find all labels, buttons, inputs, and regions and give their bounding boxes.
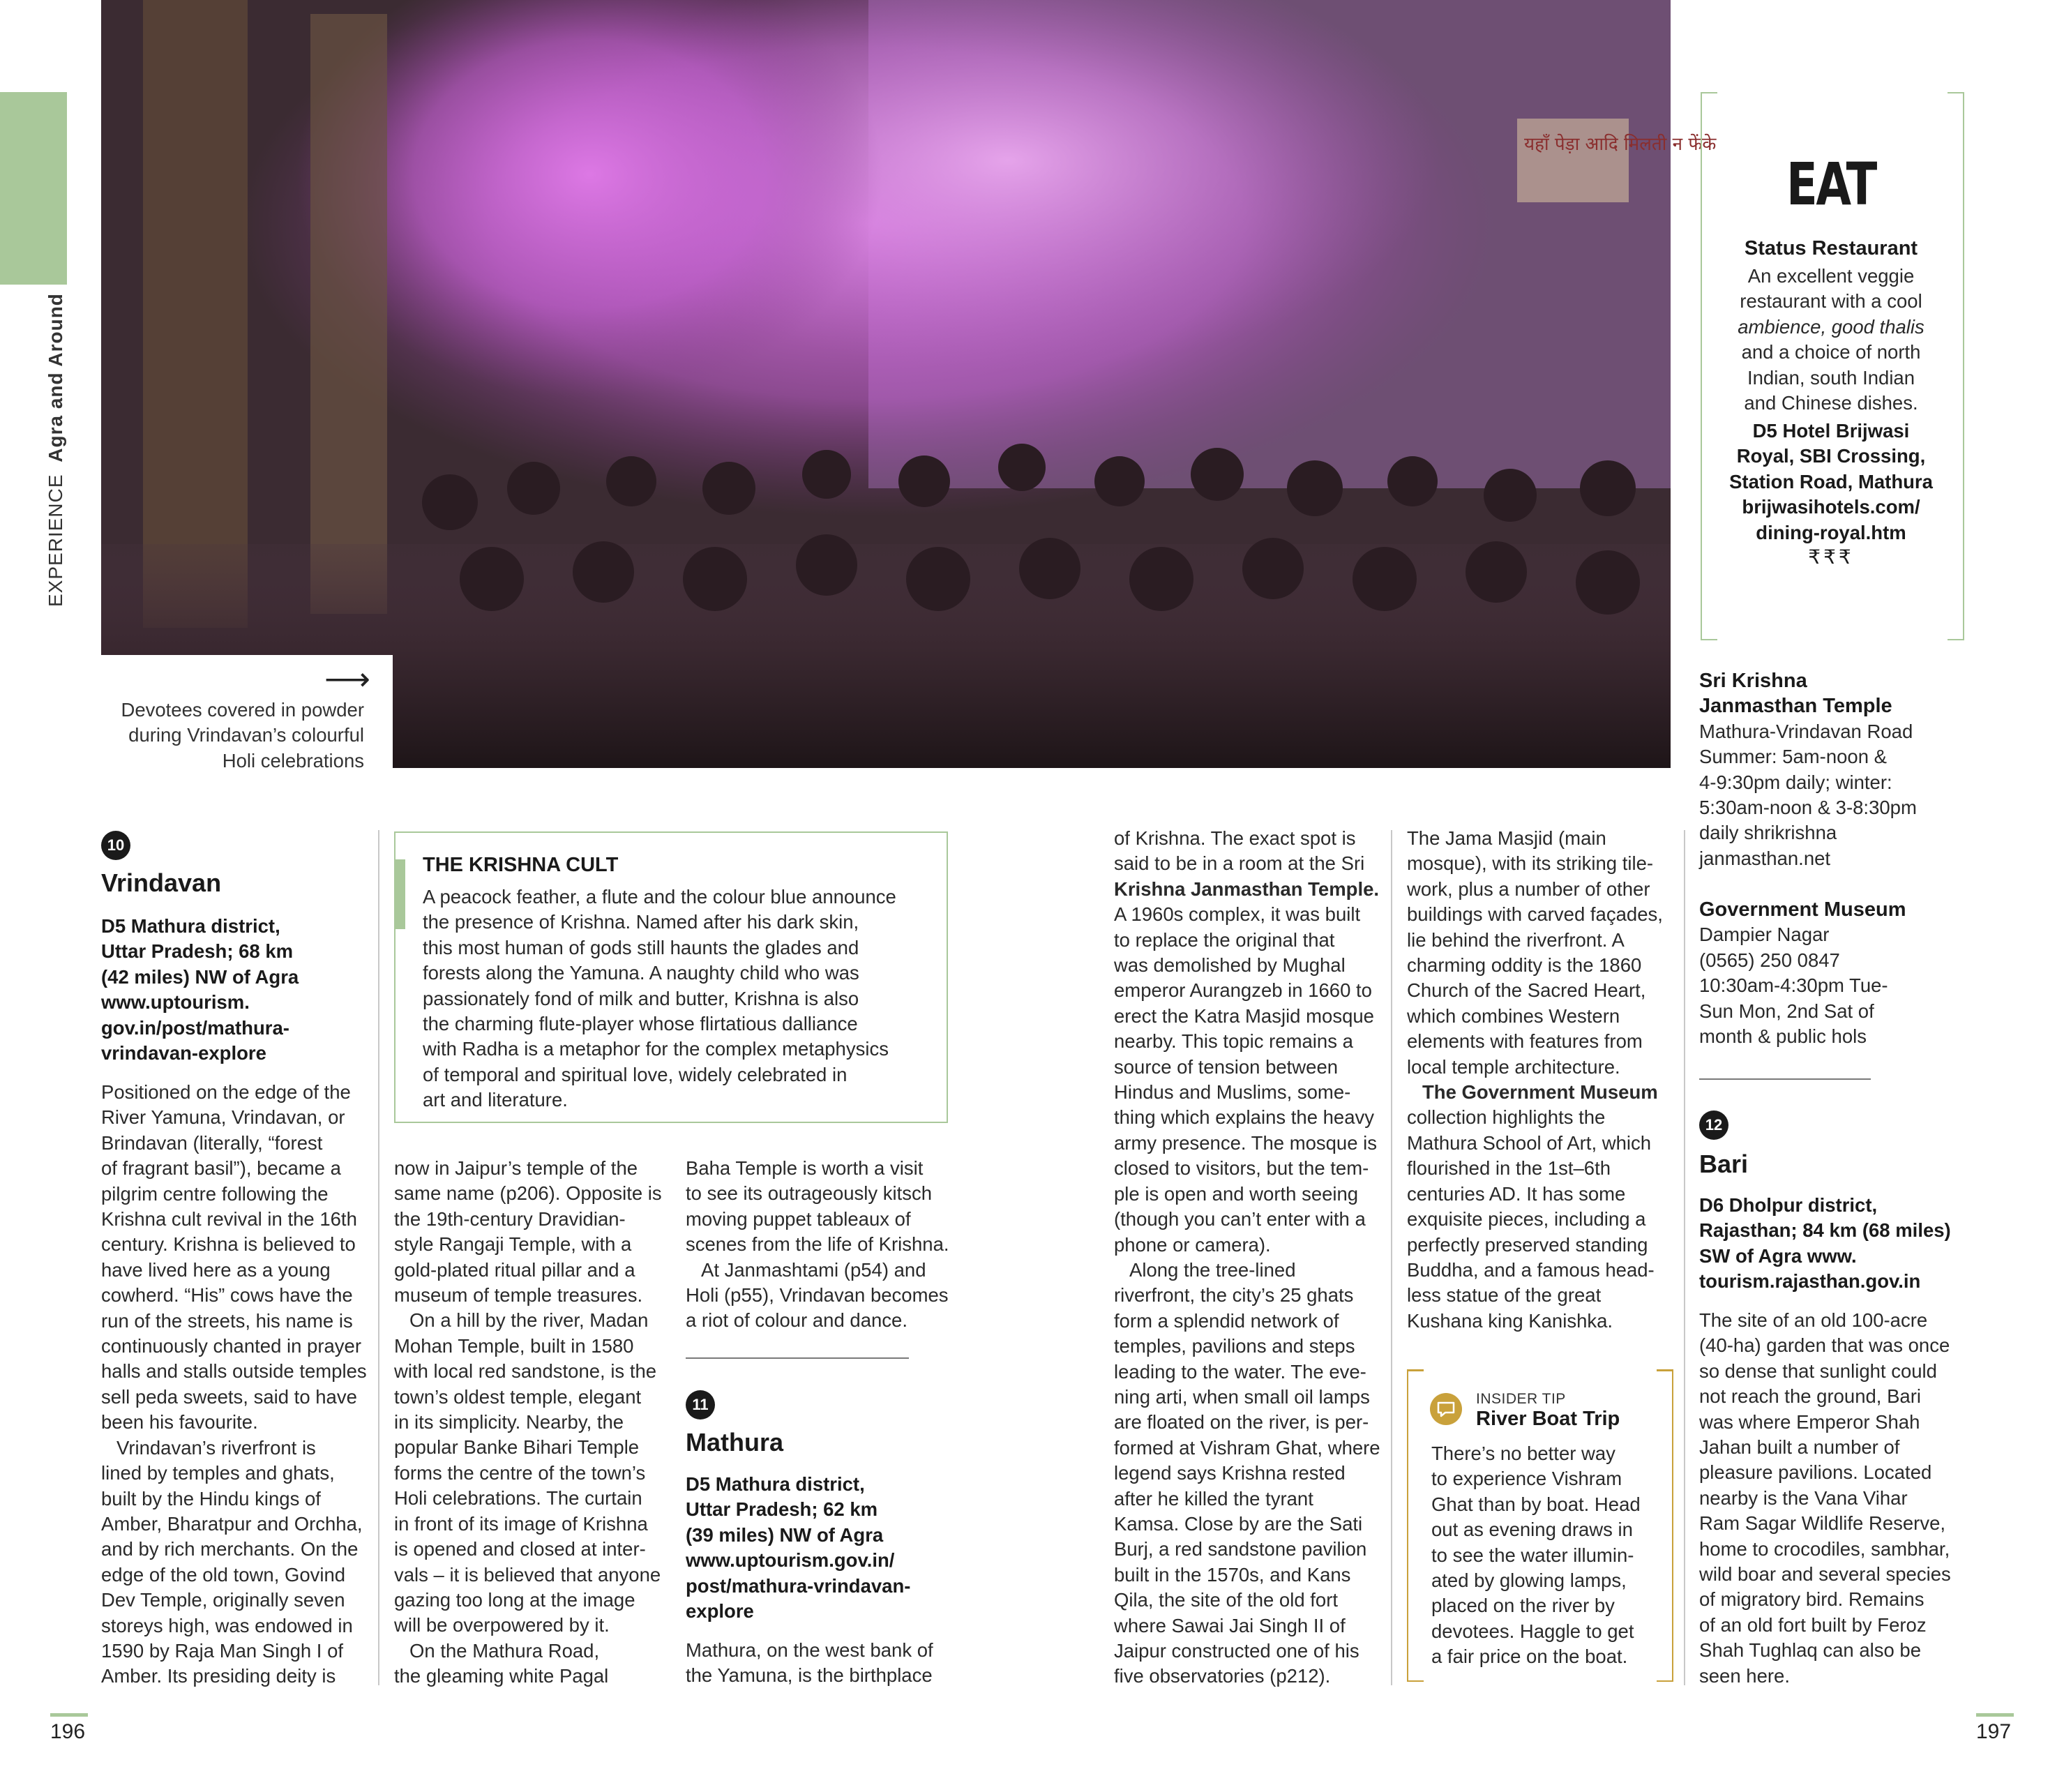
tip-line: Ghat than by boat. Head: [1431, 1493, 1641, 1515]
bari-info-line: D6 Dholpur district,: [1699, 1194, 1878, 1216]
bari-line: home to crocodiles, sambhar,: [1699, 1537, 1950, 1560]
body-line: A 1960s complex, it was built: [1114, 903, 1361, 926]
body-line: Qila, the site of the old fort: [1114, 1589, 1339, 1611]
temple-line: daily shrikrishna: [1699, 822, 1837, 844]
eat-line: Indian, south Indian: [1747, 366, 1915, 389]
body-line: ning arti, when small oil lamps: [1114, 1385, 1370, 1408]
bari-line: of an old fort built by Feroz: [1699, 1613, 1927, 1636]
box-line: art and literature.: [423, 1089, 568, 1111]
body-line: (though you can’t enter with a: [1114, 1208, 1366, 1230]
eat-heading: EAT: [1786, 150, 1876, 218]
body-line: century. Krishna is believed to: [101, 1233, 356, 1256]
eat-line: and a choice of north: [1741, 341, 1921, 363]
temple-line: 5:30am-noon & 3-8:30pm: [1699, 797, 1917, 819]
body-line: collection highlights the: [1407, 1106, 1606, 1129]
vrindavan-info: [101, 914, 373, 1066]
body-line: Amber, Bharatpur and Orchha,: [101, 1512, 363, 1535]
body-line: closed to visitors, but the tem-: [1114, 1157, 1369, 1180]
page-number-rule: [1976, 1713, 2014, 1717]
tip-line: There’s no better way: [1431, 1443, 1615, 1464]
vrindavan-column-2: [394, 1156, 670, 1689]
body-line: Mathura School of Art, which: [1407, 1131, 1652, 1154]
vrindavan-info-line: D5 Mathura district,: [101, 915, 280, 937]
body-line: perfectly preserved standing: [1407, 1233, 1648, 1256]
body-line: army presence. The mosque is: [1114, 1131, 1378, 1154]
body-line: nearby. This topic remains a: [1114, 1030, 1353, 1053]
bari-info-line: tourism.rajasthan.gov.in: [1699, 1270, 1921, 1293]
temple-name: Sri Krishna: [1699, 670, 1807, 692]
tip-line: to see the water illumin-: [1431, 1544, 1634, 1566]
body-line: exquisite pieces, including a: [1407, 1208, 1646, 1230]
mathura-info: [686, 1472, 965, 1624]
vrindavan-info-line: www.uptourism.: [101, 991, 250, 1014]
body-line: phone or camera).: [1114, 1233, 1271, 1256]
entry-number-badge: 12: [1699, 1110, 1728, 1140]
page-number-left: 196: [50, 1720, 86, 1743]
body-line: after he killed the tyrant: [1114, 1487, 1313, 1509]
museum-line: month & public hols: [1699, 1025, 1867, 1048]
body-line: to replace the original that: [1114, 928, 1335, 951]
column-divider: [378, 830, 379, 1685]
bari-line: Shah Tughlaq can also be: [1699, 1639, 1922, 1662]
body-line: Amber. Its presiding deity is: [101, 1665, 336, 1687]
body-line: centuries AD. It has some: [1407, 1182, 1626, 1205]
eat-line: and Chinese dishes.: [1744, 392, 1918, 414]
bari-text: [1699, 1308, 1992, 1689]
bari-line: nearby is the Vana Vihar: [1699, 1486, 1908, 1509]
krishna-box-title: THE KRISHNA CULT: [423, 854, 619, 876]
body-line: moving puppet tableaux of: [686, 1207, 911, 1230]
mathura-info-line: post/mathura-vrindavan-: [686, 1574, 911, 1597]
eat-info-line: D5 Hotel Brijwasi: [1752, 420, 1910, 442]
eat-info-line: Station Road, Mathura: [1729, 470, 1933, 492]
temple-listing: [1699, 668, 1992, 871]
vrindavan-column-3: [686, 1156, 961, 1334]
body-line: The Government Museum: [1422, 1081, 1658, 1104]
body-line: thing which explains the heavy: [1114, 1106, 1375, 1129]
side-label-prefix: EXPERIENCE: [45, 474, 66, 607]
body-line: of Krishna. The exact spot is: [1114, 827, 1356, 849]
body-line: forms the centre of the town’s: [394, 1461, 646, 1484]
bari-line: The site of an old 100-acre: [1699, 1309, 1928, 1331]
column-divider: [1684, 830, 1685, 1685]
body-line: Along the tree-lined: [1129, 1258, 1296, 1281]
insider-tip-title: River Boat Trip: [1476, 1408, 1620, 1430]
body-line: gold-plated ritual pillar and a: [394, 1258, 635, 1281]
body-line: town’s oldest temple, elegant: [394, 1385, 642, 1408]
body-line: five observatories (p212).: [1114, 1665, 1331, 1687]
bari-line: of migratory bird. Remains: [1699, 1588, 1924, 1611]
box-line: A peacock feather, a flute and the colour blue announce: [423, 886, 896, 908]
krishna-box-accent: [394, 859, 405, 929]
arrow-icon: ⟶: [324, 661, 370, 697]
museum-listing: [1699, 897, 1992, 1049]
page-number-rule: [50, 1713, 88, 1717]
eat-info-line: brijwasihotels.com/: [1742, 496, 1920, 518]
box-line: of temporal and spiritual love, widely celebrated in: [423, 1063, 848, 1085]
museum-line: 10:30am-4:30pm Tue-: [1699, 974, 1888, 997]
body-line: emperor Aurangzeb in 1660 to: [1114, 979, 1372, 1002]
tip-line: placed on the river by: [1431, 1595, 1615, 1617]
eat-restaurant-name: Status Restaurant: [1744, 237, 1918, 259]
photo-illustration: [101, 0, 1717, 768]
entry-number-badge: 10: [101, 831, 130, 860]
vrindavan-info-line: vrindavan-explore: [101, 1042, 266, 1064]
body-line: will be overpowered by it.: [394, 1614, 610, 1636]
body-line: to see its outrageously kitsch: [686, 1182, 933, 1205]
body-line: charming oddity is the 1860: [1407, 954, 1642, 977]
body-line: The Jama Masjid (main: [1407, 827, 1606, 849]
body-line: riverfront, the city’s 25 ghats: [1114, 1284, 1354, 1307]
bari-title: Bari: [1699, 1150, 1749, 1178]
body-line: Mohan Temple, built in 1580: [394, 1334, 634, 1357]
temple-line: 4-9:30pm daily; winter:: [1699, 771, 1892, 793]
divider: [686, 1357, 909, 1359]
body-line: vals – it is believed that anyone: [394, 1563, 661, 1586]
mathura-column-5: [1407, 826, 1679, 1334]
body-line: On the Mathura Road,: [409, 1639, 600, 1662]
body-line: leading to the water. The eve-: [1114, 1360, 1366, 1383]
body-line: have lived here as a young: [101, 1258, 331, 1281]
body-line: River Yamuna, Vrindavan, or: [101, 1106, 345, 1129]
museum-line: Sun Mon, 2nd Sat of: [1699, 1000, 1874, 1022]
body-line: On a hill by the river, Madan: [409, 1309, 649, 1332]
body-line: is opened and closed at inter-: [394, 1538, 646, 1560]
body-line: Kamsa. Close by are the Sati: [1114, 1512, 1363, 1535]
body-line: storeys high, was endowed in: [101, 1614, 353, 1636]
vrindavan-info-line: gov.in/post/mathura-: [101, 1016, 289, 1039]
body-line: buildings with carved façades,: [1407, 903, 1663, 926]
body-line: in its simplicity. Nearby, the: [394, 1411, 624, 1433]
body-line: sell peda sweets, said to have: [101, 1385, 357, 1408]
body-line: continuously chanted in prayer: [101, 1335, 362, 1357]
eat-line: restaurant with a cool: [1740, 290, 1922, 313]
mathura-info-line: Uttar Pradesh; 62 km: [686, 1498, 878, 1521]
body-line: Kushana king Kanishka.: [1407, 1309, 1613, 1332]
body-line: local temple architecture.: [1407, 1055, 1620, 1078]
body-line: edge of the old town, Govind: [101, 1563, 346, 1586]
photo-caption: Devotees covered in powder during Vrindavan’s colourful Holi celebrations: [121, 699, 364, 771]
body-line: said to be in a room at the Sri: [1114, 852, 1365, 875]
body-line: with local red sandstone, is the: [394, 1360, 657, 1383]
tip-line: ated by glowing lamps,: [1431, 1569, 1627, 1592]
mathura-info-line: explore: [686, 1600, 754, 1622]
bari-line: Jahan built a number of: [1699, 1436, 1900, 1459]
eat-info-line: Royal, SBI Crossing,: [1736, 445, 1926, 467]
body-line: the 19th-century Dravidian-: [394, 1207, 626, 1230]
body-line: museum of temple treasures.: [394, 1284, 643, 1307]
insider-tip-label: INSIDER TIP: [1476, 1391, 1566, 1407]
price-rupee-icon: ₹₹₹: [1808, 546, 1854, 568]
body-line: mosque), with its striking tile-: [1407, 852, 1654, 875]
holi-photo: [101, 0, 1717, 768]
body-line: the Yamuna, is the birthplace: [686, 1664, 933, 1687]
body-line: formed at Vishram Ghat, where: [1114, 1436, 1380, 1459]
body-line: ple is open and worth seeing: [1114, 1182, 1359, 1205]
mathura-column-4: [1114, 826, 1386, 1689]
bari-line: Ram Sagar Wildlife Reserve,: [1699, 1512, 1946, 1535]
body-line: are floated on the river, is per-: [1114, 1411, 1369, 1433]
box-line: forests along the Yamuna. A naughty child who was: [423, 962, 859, 984]
body-line: gazing too long at the image: [394, 1588, 635, 1611]
mathura-title: Mathura: [686, 1428, 784, 1456]
body-line: which combines Western: [1407, 1004, 1620, 1027]
eat-info: [1701, 419, 1961, 545]
museum-line: (0565) 250 0847: [1699, 949, 1840, 971]
body-line: Buddha, and a famous head-: [1407, 1258, 1655, 1281]
box-line: this most human of gods still haunts the glades and: [423, 936, 859, 958]
temple-line: janmasthan.net: [1699, 847, 1831, 869]
mathura-info-line: D5 Mathura district,: [686, 1473, 865, 1495]
bari-info-line: SW of Agra www.: [1699, 1244, 1857, 1267]
body-line: run of the streets, his name is: [101, 1309, 353, 1332]
page-number-right: 197: [1976, 1720, 2012, 1743]
eat-line: ambience, good thalis: [1738, 315, 1924, 338]
body-line: built by the Hindu kings of: [101, 1487, 321, 1509]
box-line: the charming flute-player whose flirtatious dalliance: [423, 1013, 858, 1035]
bari-line: not reach the ground, Bari: [1699, 1385, 1921, 1408]
body-line: legend says Krishna rested: [1114, 1462, 1346, 1484]
body-line: Brindavan (literally, “forest: [101, 1131, 323, 1154]
body-line: Vrindavan’s riverfront is: [116, 1436, 316, 1459]
body-line: form a splendid network of: [1114, 1309, 1339, 1332]
body-line: popular Banke Bihari Temple: [394, 1436, 640, 1459]
body-line: lie behind the riverfront. A: [1407, 928, 1625, 951]
body-line: elements with features from: [1407, 1030, 1643, 1053]
body-line: erect the Katra Masjid mosque: [1114, 1004, 1374, 1027]
body-line: Positioned on the edge of the: [101, 1081, 351, 1103]
body-line: style Rangaji Temple, with a: [394, 1233, 632, 1256]
vrindavan-column-1: [101, 1080, 373, 1689]
body-line: Mathura, on the west bank of: [686, 1639, 933, 1661]
body-line: built in the 1570s, and Kans: [1114, 1563, 1351, 1586]
eat-info-line: dining-royal.htm: [1756, 521, 1906, 543]
mathura-info-line: www.uptourism.gov.in/: [686, 1549, 895, 1572]
body-line: Krishna cult revival in the 16th: [101, 1208, 357, 1230]
bari-line: wild boar and several species: [1699, 1563, 1951, 1586]
temple-sign-text: यहाँ पेड़ा आदि मिलती न फेंके: [1524, 134, 1717, 155]
bari-line: so dense that sunlight could: [1699, 1360, 1937, 1382]
body-line: Church of the Sacred Heart,: [1407, 979, 1646, 1002]
body-line: At Janmashtami (p54) and: [701, 1258, 926, 1281]
entry-number-badge: 11: [686, 1390, 715, 1420]
tip-line: out as evening draws in: [1431, 1519, 1633, 1541]
body-line: Dev Temple, originally seven: [101, 1589, 345, 1611]
tip-line: devotees. Haggle to get: [1431, 1620, 1634, 1642]
tip-line: to experience Vishram: [1431, 1468, 1622, 1490]
body-line: pilgrim centre following the: [101, 1182, 329, 1205]
body-line: Holi celebrations. The curtain: [394, 1487, 642, 1509]
column-divider: [1391, 830, 1392, 1685]
body-line: Burj, a red sandstone pavilion: [1114, 1538, 1367, 1560]
body-line: less statue of the great: [1407, 1284, 1602, 1307]
mathura-intro: [686, 1638, 961, 1689]
eat-description: [1701, 264, 1961, 416]
body-line: same name (p206). Opposite is: [394, 1182, 662, 1205]
vrindavan-title: Vrindavan: [101, 868, 222, 897]
body-line: Krishna Janmasthan Temple.: [1114, 878, 1380, 900]
vrindavan-info-line: Uttar Pradesh; 68 km: [101, 940, 294, 963]
body-line: temples, pavilions and steps: [1114, 1335, 1355, 1357]
vrindavan-info-line: (42 miles) NW of Agra: [101, 965, 299, 988]
body-line: scenes from the life of Krishna.: [686, 1233, 949, 1256]
body-line: source of tension between: [1114, 1055, 1339, 1078]
body-line: work, plus a number of other: [1407, 878, 1650, 900]
body-line: cowherd. “His” cows have the: [101, 1284, 353, 1307]
insider-tip-text: [1431, 1441, 1668, 1670]
eat-line: An excellent veggie: [1747, 265, 1915, 287]
body-line: Holi (p55), Vrindavan becomes: [686, 1284, 949, 1307]
eat-price-icons: [1701, 545, 1961, 569]
side-label-section: Agra and Around: [45, 293, 66, 462]
speech-bubble-icon: [1430, 1393, 1462, 1425]
body-line: the gleaming white Pagal: [394, 1665, 609, 1687]
museum-line: Dampier Nagar: [1699, 924, 1830, 946]
body-line: lined by temples and ghats,: [101, 1462, 335, 1484]
temple-line: Mathura-Vrindavan Road: [1699, 720, 1913, 742]
bari-info-line: Rajasthan; 84 km (68 miles): [1699, 1219, 1951, 1242]
museum-name: Government Museum: [1699, 898, 1906, 921]
divider: [1699, 1078, 1871, 1080]
bari-line: (40-ha) garden that was once: [1699, 1334, 1950, 1357]
body-line: flourished in the 1st–6th: [1407, 1157, 1611, 1180]
bari-line: was where Emperor Shah: [1699, 1410, 1920, 1433]
body-line: Hindus and Muslims, some-: [1114, 1081, 1351, 1104]
body-line: been his favourite.: [101, 1411, 258, 1433]
box-line: with Radha is a metaphor for the complex metaphysics: [423, 1038, 889, 1060]
side-tab: [0, 92, 67, 285]
body-line: and by rich merchants. On the: [101, 1538, 359, 1560]
body-line: of fragrant basil”), became a: [101, 1157, 341, 1180]
bari-info: [1699, 1193, 2006, 1295]
body-line: 1590 by Raja Man Singh I of: [101, 1639, 344, 1662]
body-line: a riot of colour and dance.: [686, 1309, 907, 1332]
box-line: passionately fond of milk and butter, Krishna is also: [423, 987, 859, 1009]
body-line: halls and stalls outside temples: [101, 1360, 367, 1383]
temple-name: Janmasthan Temple: [1699, 695, 1892, 718]
body-line: in front of its image of Krishna: [394, 1512, 648, 1535]
krishna-box-text: [423, 884, 939, 1113]
body-line: Baha Temple is worth a visit: [686, 1157, 924, 1179]
body-line: was demolished by Mughal: [1114, 954, 1346, 977]
bari-line: seen here.: [1699, 1664, 1790, 1687]
bari-line: pleasure pavilions. Located: [1699, 1461, 1932, 1484]
body-line: now in Jaipur’s temple of the: [394, 1157, 638, 1179]
side-label: [45, 293, 67, 607]
tip-line: a fair price on the boat.: [1431, 1646, 1628, 1668]
body-line: where Sawai Jai Singh II of: [1114, 1614, 1346, 1636]
body-line: Jaipur constructed one of his: [1114, 1640, 1359, 1662]
mathura-info-line: (39 miles) NW of Agra: [686, 1523, 884, 1546]
temple-line: Summer: 5am-noon &: [1699, 746, 1887, 768]
box-line: the presence of Krishna. Named after his dark skin,: [423, 911, 859, 933]
